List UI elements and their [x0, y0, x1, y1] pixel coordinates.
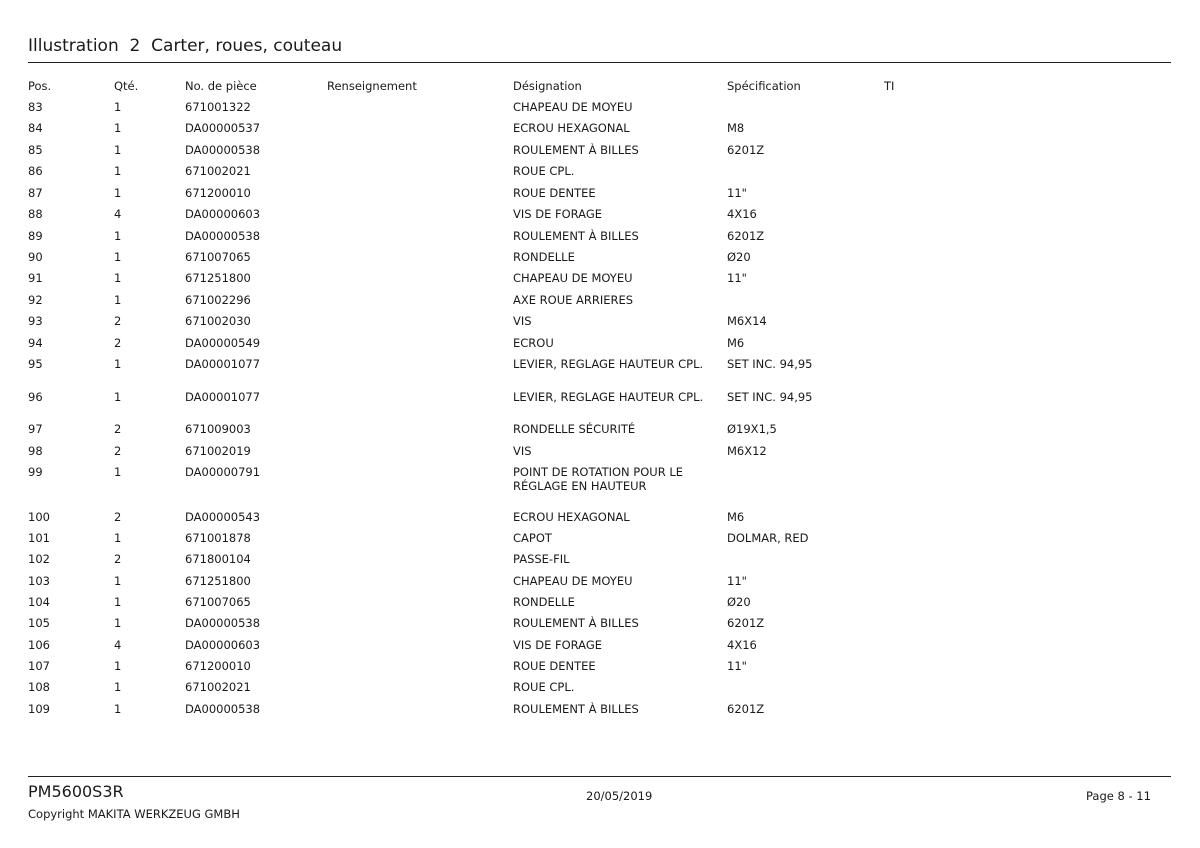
row-qty: 1: [114, 595, 122, 609]
row-part-number: 671200010: [185, 186, 251, 200]
row-qty: 1: [114, 164, 122, 178]
row-specification: 11": [727, 574, 747, 588]
row-designation: RONDELLE SÉCURITÉ: [513, 422, 636, 436]
row-part-number: DA00000543: [185, 510, 261, 524]
row-pos: 102: [28, 552, 50, 566]
row-designation: POINT DE ROTATION POUR LE RÉGLAGE EN HAUTEUR: [513, 465, 684, 493]
row-part-number: DA00000791: [185, 465, 261, 479]
row-part-number: DA00000603: [185, 207, 261, 221]
row-pos: 85: [28, 143, 43, 157]
row-designation: ROUE DENTEE: [513, 186, 596, 200]
row-qty: 1: [114, 616, 122, 630]
row-pos: 101: [28, 531, 50, 545]
row-specification: Ø19X1,5: [727, 422, 777, 436]
row-qty: 2: [114, 552, 122, 566]
row-part-number: 671002030: [185, 314, 251, 328]
row-designation: ROUE CPL.: [513, 164, 575, 178]
row-pos: 105: [28, 616, 50, 630]
row-designation: ROUE DENTEE: [513, 659, 596, 673]
row-qty: 1: [114, 531, 122, 545]
row-qty: 4: [114, 207, 122, 221]
row-qty: 1: [114, 186, 122, 200]
row-designation: CHAPEAU DE MOYEU: [513, 271, 633, 285]
footer-copyright: Copyright MAKITA WERKZEUG GMBH: [28, 807, 240, 821]
row-part-number: DA00000538: [185, 143, 261, 157]
row-specification: 6201Z: [727, 616, 765, 630]
row-pos: 106: [28, 638, 50, 652]
row-designation: AXE ROUE ARRIERES: [513, 293, 634, 307]
row-part-number: DA00000538: [185, 702, 261, 716]
row-pos: 100: [28, 510, 50, 524]
row-pos: 88: [28, 207, 43, 221]
footer-date: 20/05/2019: [586, 789, 653, 803]
row-pos: 84: [28, 121, 43, 135]
row-qty: 1: [114, 702, 122, 716]
row-pos: 93: [28, 314, 43, 328]
row-designation: ROULEMENT À BILLES: [513, 143, 639, 157]
row-qty: 4: [114, 638, 122, 652]
row-pos: 109: [28, 702, 50, 716]
row-designation: ECROU HEXAGONAL: [513, 510, 630, 524]
row-specification: 11": [727, 186, 747, 200]
row-pos: 86: [28, 164, 43, 178]
row-qty: 1: [114, 390, 122, 404]
row-designation: CAPOT: [513, 531, 552, 545]
row-pos: 95: [28, 357, 43, 371]
row-designation: RONDELLE: [513, 595, 575, 609]
row-designation: ROUE CPL.: [513, 680, 575, 694]
row-specification: SET INC. 94,95: [727, 390, 813, 404]
row-designation: PASSE-FIL: [513, 552, 570, 566]
row-part-number: 671001322: [185, 100, 251, 114]
header-divider: [28, 62, 1171, 63]
page-title: Illustration 2 Carter, roues, couteau: [28, 36, 343, 56]
row-part-number: 671200010: [185, 659, 251, 673]
row-qty: 1: [114, 250, 122, 264]
row-pos: 107: [28, 659, 50, 673]
row-specification: M6: [727, 336, 745, 350]
column-header-qty: Qté.: [114, 79, 139, 93]
row-designation: VIS: [513, 314, 532, 328]
row-specification: 4X16: [727, 207, 757, 221]
row-specification: Ø20: [727, 250, 751, 264]
row-part-number: DA00001077: [185, 357, 261, 371]
row-qty: 2: [114, 336, 122, 350]
row-qty: 1: [114, 680, 122, 694]
row-designation: CHAPEAU DE MOYEU: [513, 574, 633, 588]
row-qty: 2: [114, 422, 122, 436]
row-pos: 92: [28, 293, 43, 307]
row-part-number: DA00000603: [185, 638, 261, 652]
row-qty: 1: [114, 357, 122, 371]
row-qty: 1: [114, 574, 122, 588]
row-qty: 2: [114, 444, 122, 458]
row-pos: 96: [28, 390, 43, 404]
row-pos: 99: [28, 465, 43, 479]
row-part-number: 671002021: [185, 680, 251, 694]
row-specification: M6X12: [727, 444, 767, 458]
row-qty: 1: [114, 143, 122, 157]
row-part-number: 671007065: [185, 595, 251, 609]
row-specification: Ø20: [727, 595, 751, 609]
row-part-number: 671002019: [185, 444, 251, 458]
row-part-number: DA00000549: [185, 336, 261, 350]
row-specification: SET INC. 94,95: [727, 357, 813, 371]
row-pos: 103: [28, 574, 50, 588]
row-designation: ROULEMENT À BILLES: [513, 702, 639, 716]
row-qty: 1: [114, 659, 122, 673]
row-part-number: 671002021: [185, 164, 251, 178]
row-qty: 2: [114, 314, 122, 328]
row-qty: 1: [114, 465, 122, 479]
row-specification: 11": [727, 271, 747, 285]
row-qty: 2: [114, 510, 122, 524]
column-header-designation: Désignation: [513, 79, 582, 93]
row-qty: 1: [114, 121, 122, 135]
row-designation: ECROU HEXAGONAL: [513, 121, 630, 135]
row-part-number: 671001878: [185, 531, 251, 545]
row-pos: 104: [28, 595, 50, 609]
footer-page-number: Page 8 - 11: [1086, 789, 1151, 803]
row-designation: LEVIER, REGLAGE HAUTEUR CPL.: [513, 357, 704, 371]
row-qty: 1: [114, 271, 122, 285]
row-specification: M8: [727, 121, 745, 135]
footer-divider: [28, 776, 1171, 777]
column-header-info: Renseignement: [327, 79, 417, 93]
row-specification: DOLMAR, RED: [727, 531, 809, 545]
column-header-pos: Pos.: [28, 79, 52, 93]
row-designation: ECROU: [513, 336, 554, 350]
row-qty: 1: [114, 229, 122, 243]
row-designation: VIS: [513, 444, 532, 458]
row-pos: 108: [28, 680, 50, 694]
row-part-number: DA00001077: [185, 390, 261, 404]
row-specification: 6201Z: [727, 229, 765, 243]
row-part-number: DA00000538: [185, 229, 261, 243]
row-specification: 11": [727, 659, 747, 673]
row-pos: 98: [28, 444, 43, 458]
row-specification: M6X14: [727, 314, 767, 328]
row-part-number: 671009003: [185, 422, 251, 436]
row-part-number: 671251800: [185, 271, 251, 285]
row-designation: LEVIER, REGLAGE HAUTEUR CPL.: [513, 390, 704, 404]
row-qty: 1: [114, 293, 122, 307]
column-header-part-number: No. de pièce: [185, 79, 257, 93]
row-designation: VIS DE FORAGE: [513, 207, 603, 221]
column-header-specification: Spécification: [727, 79, 801, 93]
row-part-number: 671007065: [185, 250, 251, 264]
row-designation: VIS DE FORAGE: [513, 638, 603, 652]
row-part-number: DA00000537: [185, 121, 261, 135]
row-designation: CHAPEAU DE MOYEU: [513, 100, 633, 114]
row-designation: ROULEMENT À BILLES: [513, 616, 639, 630]
footer-model: PM5600S3R: [28, 782, 124, 801]
row-part-number: 671800104: [185, 552, 251, 566]
row-specification: M6: [727, 510, 745, 524]
row-specification: 6201Z: [727, 702, 765, 716]
column-header-ti: TI: [884, 79, 895, 93]
row-part-number: DA00000538: [185, 616, 261, 630]
row-specification: 6201Z: [727, 143, 765, 157]
row-part-number: 671251800: [185, 574, 251, 588]
row-pos: 89: [28, 229, 43, 243]
row-designation: RONDELLE: [513, 250, 575, 264]
row-pos: 91: [28, 271, 43, 285]
row-pos: 94: [28, 336, 43, 350]
row-designation: ROULEMENT À BILLES: [513, 229, 639, 243]
row-pos: 87: [28, 186, 43, 200]
row-specification: 4X16: [727, 638, 757, 652]
row-qty: 1: [114, 100, 122, 114]
row-pos: 83: [28, 100, 43, 114]
row-pos: 90: [28, 250, 43, 264]
row-pos: 97: [28, 422, 43, 436]
row-part-number: 671002296: [185, 293, 251, 307]
